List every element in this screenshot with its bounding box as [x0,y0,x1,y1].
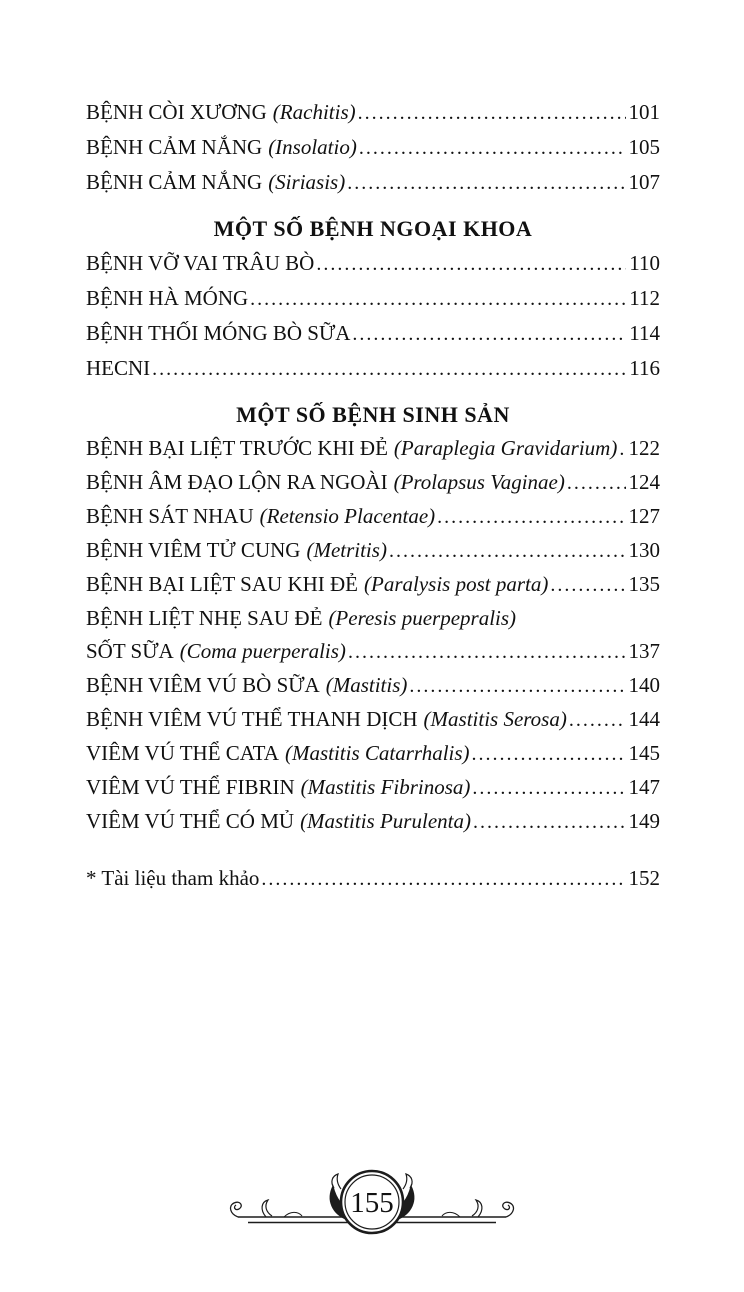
entry-page-number: 137 [628,639,660,663]
toc-entry [86,534,660,568]
toc-entry [86,805,660,839]
entry-title: BỆNH BẠI LIỆT TRƯỚC KHI ĐẺ [86,436,388,460]
entry-title: BỆNH VIÊM VÚ BÒ SỮA [86,673,320,697]
toc-entry [86,351,660,386]
dot-leader [358,95,626,130]
toc-entry [86,602,660,635]
entry-title: HECNI [86,356,151,380]
entry-title: SỐT SỮA [86,639,174,663]
entry-page-number: 145 [628,741,660,765]
entry-page-number: 130 [628,538,660,562]
entry-latin: (Coma puerperalis) [179,639,346,663]
page-number: 155 [350,1187,394,1219]
entry-page-number: 122 [628,436,660,460]
entry-title: BỆNH CẢM NẮNG [86,170,263,194]
toc-entry [86,246,660,281]
dot-leader [437,500,625,534]
dot-leader [352,316,626,351]
entry-page-number: 144 [628,707,660,731]
entry-latin: (Rachitis) [272,100,356,124]
toc-entry [86,281,660,316]
toc-entry [86,316,660,351]
entry-latin: (Metritis) [306,538,387,562]
entry-title: BỆNH HÀ MÓNG [86,286,249,310]
entry-latin: (Peresis puerpepralis) [328,606,517,630]
toc-entry [86,737,660,771]
entry-page-number: 127 [628,504,660,528]
entry-latin: (Prolapsus Vaginae) [393,470,565,494]
dot-leader [261,861,625,896]
entry-latin: (Mastitis Serosa) [423,707,567,731]
dot-leader [152,351,626,386]
toc-entry [86,130,660,165]
toc-entry [86,466,660,500]
entry-page-number: 124 [628,470,660,494]
dot-leader [250,281,626,316]
dot-leader [473,805,626,839]
entry-page-number: 105 [628,135,660,159]
entry-latin: (Mastitis Catarrhalis) [284,741,470,765]
toc-entry [86,703,660,737]
toc-entry [86,500,660,534]
dot-leader [619,432,625,466]
section-heading: MỘT SỐ BỆNH SINH SẢN [236,402,510,427]
entry-page-number: 114 [629,321,660,345]
dot-leader [347,165,625,200]
section-entries [86,432,660,839]
entry-page-number: 110 [629,251,660,275]
entry-title: BỆNH VIÊM VÚ THỂ THANH DỊCH [86,707,418,731]
toc-entry [86,669,660,703]
entry-title: BỆNH BẠI LIỆT SAU KHI ĐẺ [86,572,359,596]
entry-latin: (Mastitis Purulenta) [300,809,471,833]
entry-latin: (Insolatio) [268,135,357,159]
dot-leader [472,737,626,771]
entry-latin: (Mastitis Fibrinosa) [300,775,471,799]
toc-entry [86,432,660,466]
dot-leader [409,669,625,703]
entry-latin: (Paralysis post parta) [364,572,549,596]
dot-leader [472,771,625,805]
toc-entry [86,165,660,200]
entry-page-number: 101 [628,100,660,124]
entry-title: VIÊM VÚ THỂ CATA [86,741,279,765]
section-heading: MỘT SỐ BỆNH NGOẠI KHOA [213,216,533,241]
entry-latin: (Siriasis) [268,170,346,194]
entry-title: BỆNH LIỆT NHẸ SAU ĐẺ [86,606,323,630]
toc-entry [86,771,660,805]
toc-entry [86,568,660,602]
entry-title: * Tài liệu tham khảo [86,866,260,890]
entry-page-number: 116 [629,356,660,380]
dot-leader [348,635,626,669]
entry-title: BỆNH ÂM ĐẠO LỘN RA NGOÀI [86,470,388,494]
entry-page-number: 135 [628,572,660,596]
entry-page-number: 112 [629,286,660,310]
entry-title: VIÊM VÚ THỂ CÓ MỦ [86,809,295,833]
entry-page-number: 140 [628,673,660,697]
toc-entry [86,635,660,669]
entry-latin: (Paraplegia Gravidarium) [393,436,618,460]
table-of-contents [86,95,660,896]
entry-page-number: 107 [628,170,660,194]
dot-leader [567,466,626,500]
dot-leader [569,703,626,737]
entry-page-number: 152 [628,866,660,890]
reference-entry [86,861,660,896]
dot-leader [550,568,625,602]
entry-title: BỆNH VỠ VAI TRÂU BÒ [86,251,315,275]
entry-title: BỆNH THỐI MÓNG BÒ SỮA [86,321,351,345]
entry-title: BỆNH SÁT NHAU [86,504,254,528]
section-entries [86,246,660,386]
dot-leader [316,246,626,281]
entry-latin: (Retensio Placentae) [259,504,436,528]
entry-title: BỆNH CẢM NẮNG [86,135,263,159]
page-number-ornament [226,1148,518,1260]
toc-entry [86,95,660,130]
entry-page-number: 147 [628,775,660,799]
entry-title: BỆNH VIÊM TỬ CUNG [86,538,301,562]
entry-title: BỆNH CÒI XƯƠNG [86,100,267,124]
dot-leader [359,130,626,165]
entry-title: VIÊM VÚ THỂ FIBRIN [86,775,295,799]
entry-latin: (Mastitis) [325,673,408,697]
entry-page-number: 149 [628,809,660,833]
dot-leader [389,534,626,568]
